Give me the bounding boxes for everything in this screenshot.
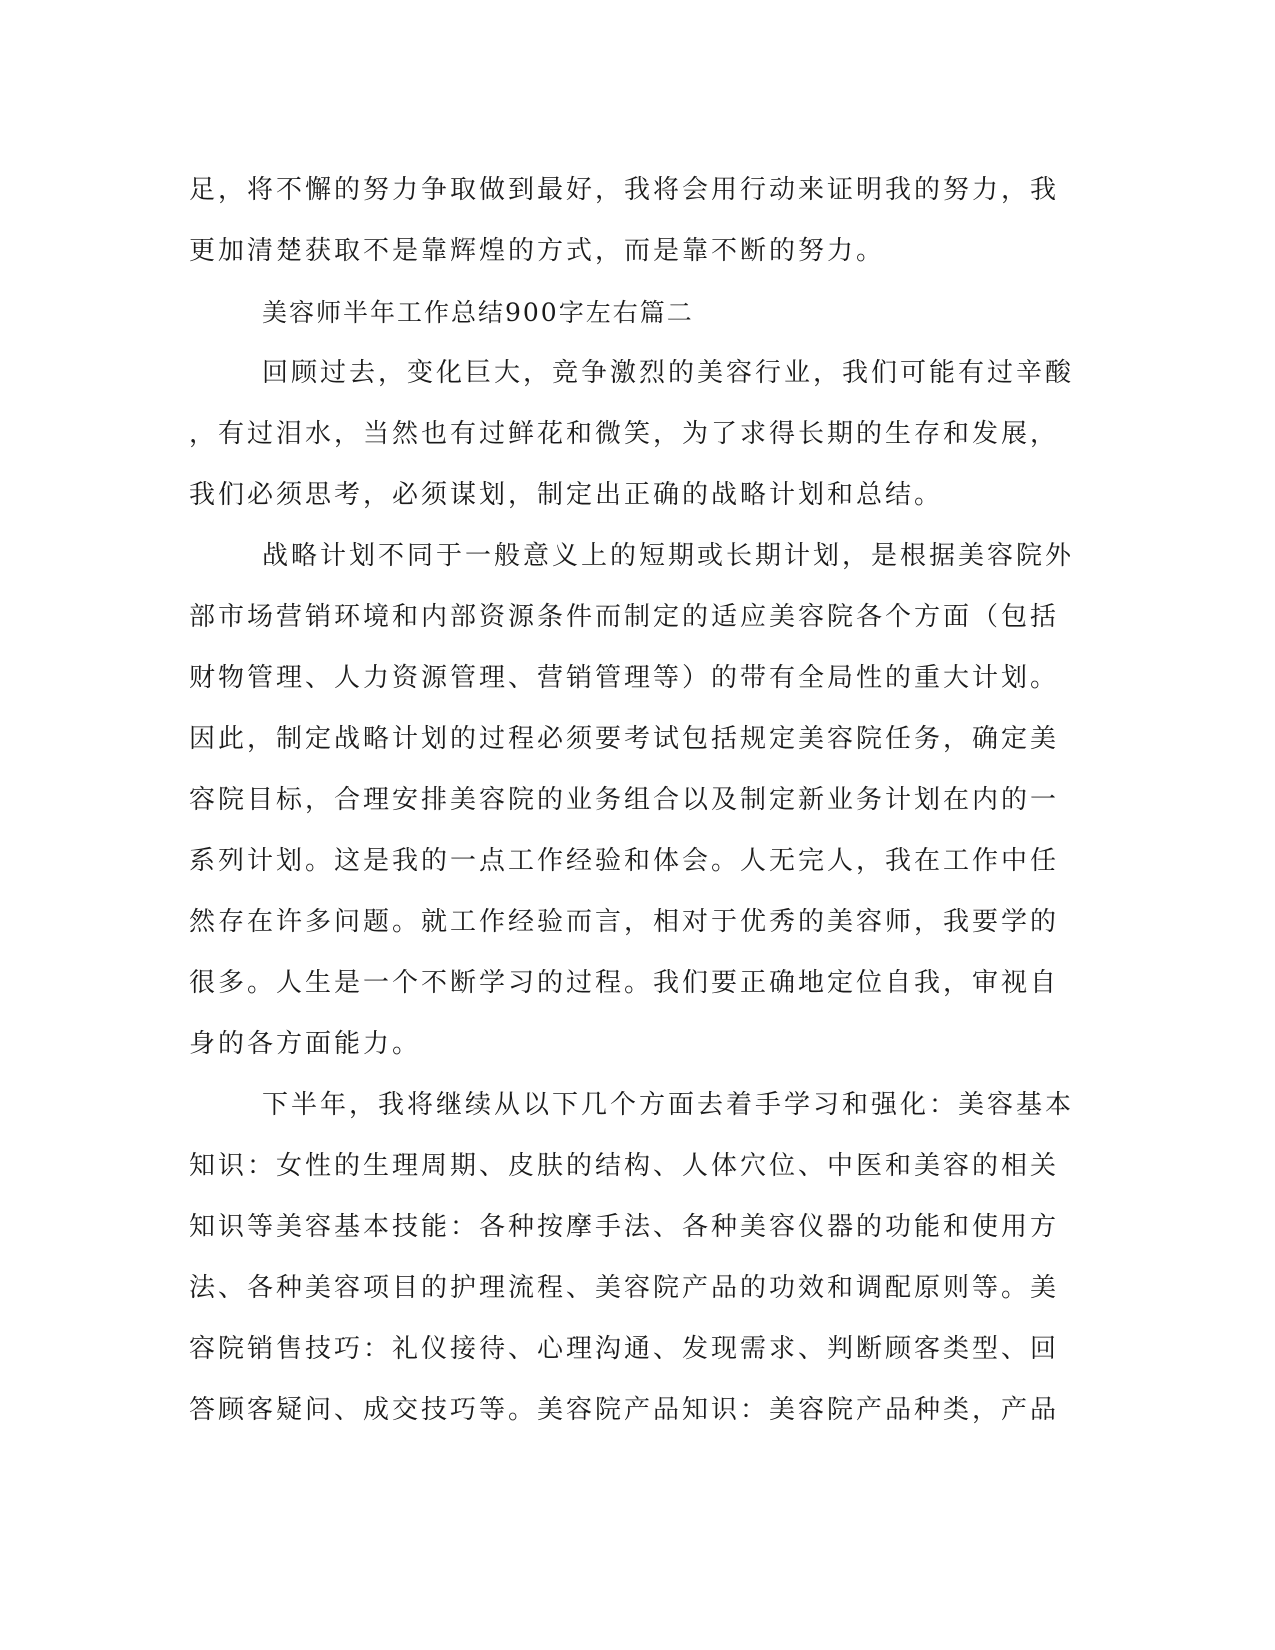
text-line: 因此，制定战略计划的过程必须要考试包括规定美容院任务，确定美 xyxy=(189,724,1060,754)
section-heading: 美容师半年工作总结900字左右篇二 xyxy=(262,298,694,327)
text-line: ，有过泪水，当然也有过鲜花和微笑，为了求得长期的生存和发展， xyxy=(189,419,1060,449)
text-line: 知识：女性的生理周期、皮肤的结构、人体穴位、中医和美容的相关 xyxy=(189,1151,1060,1181)
paragraph-plan xyxy=(189,1075,1075,1441)
text-line: 答顾客疑问、成交技巧等。美容院产品知识：美容院产品种类，产品 xyxy=(189,1395,1060,1425)
text-line: 足，将不懈的努力争取做到最好，我将会用行动来证明我的努力，我 xyxy=(189,175,1060,205)
text-line: 容院销售技巧：礼仪接待、心理沟通、发现需求、判断顾客类型、回 xyxy=(189,1334,1060,1364)
text-line: 我们必须思考，必须谋划，制定出正确的战略计划和总结。 xyxy=(189,480,944,510)
text-line: 很多。人生是一个不断学习的过程。我们要正确地定位自我，审视自 xyxy=(189,968,1060,998)
text-line: 容院目标，合理安排美容院的业务组合以及制定新业务计划在内的一 xyxy=(189,785,1060,815)
text-line: 战略计划不同于一般意义上的短期或长期计划，是根据美容院外 xyxy=(262,541,1075,571)
text-line: 下半年，我将继续从以下几个方面去着手学习和强化：美容基本 xyxy=(262,1090,1075,1120)
paragraph-review xyxy=(189,343,1075,526)
text-line: 部市场营销环境和内部资源条件而制定的适应美容院各个方面（包括 xyxy=(189,602,1060,632)
document-body xyxy=(189,160,1075,1441)
text-line: 财物管理、人力资源管理、营销管理等）的带有全局性的重大计划。 xyxy=(189,663,1060,693)
text-line: 身的各方面能力。 xyxy=(189,1029,422,1059)
text-line: 回顾过去，变化巨大，竞争激烈的美容行业，我们可能有过辛酸 xyxy=(262,358,1075,388)
paragraph-strategy xyxy=(189,526,1075,1075)
text-line: 系列计划。这是我的一点工作经验和体会。人无完人，我在工作中任 xyxy=(189,846,1060,876)
text-line: 更加清楚获取不是靠辉煌的方式，而是靠不断的努力。 xyxy=(189,236,886,266)
text-line: 知识等美容基本技能：各种按摩手法、各种美容仪器的功能和使用方 xyxy=(189,1212,1060,1242)
paragraph-continuation xyxy=(189,160,1069,282)
text-line: 然存在许多问题。就工作经验而言，相对于优秀的美容师，我要学的 xyxy=(189,907,1060,937)
text-line: 法、各种美容项目的护理流程、美容院产品的功效和调配原则等。美 xyxy=(189,1273,1060,1303)
